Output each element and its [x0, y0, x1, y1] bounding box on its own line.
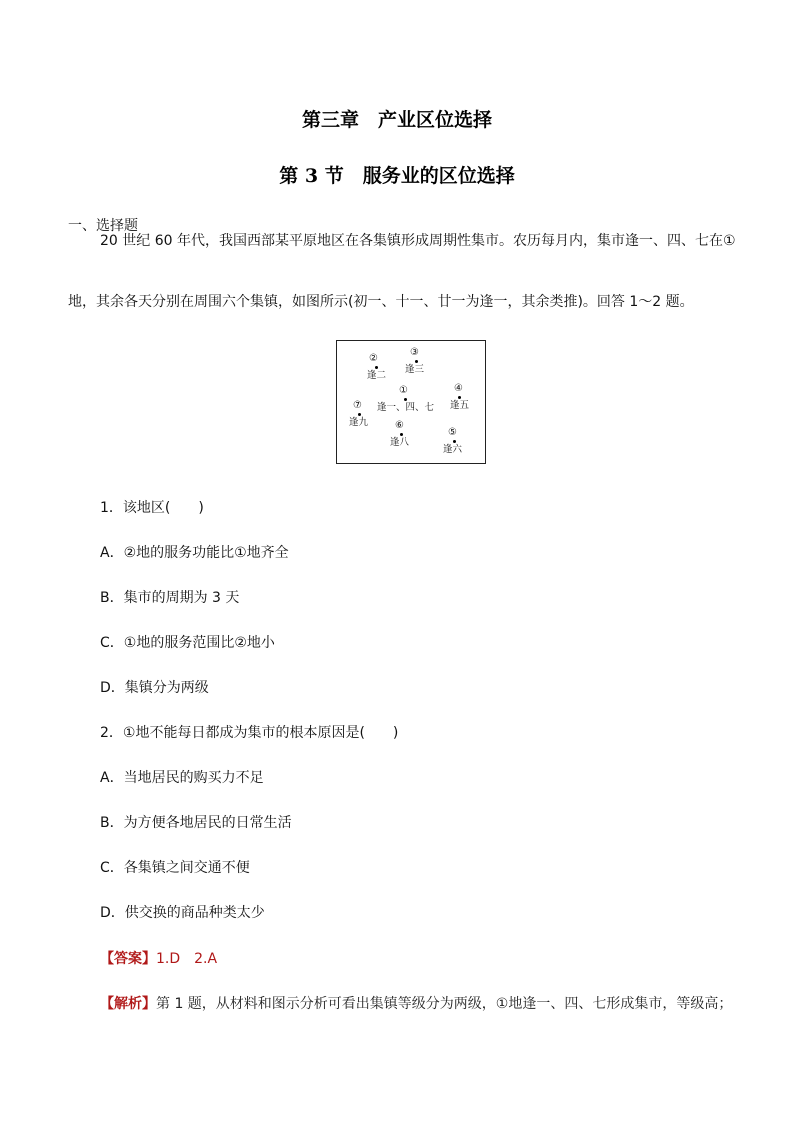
question-2-stem: 2．①地不能每日都成为集市的根本原因是( ): [100, 725, 399, 741]
node-label: 逢五: [450, 400, 470, 411]
section-heading: 一、选择题: [68, 218, 138, 234]
question-1-option-b: B．集市的周期为 3 天: [100, 590, 240, 606]
answer-tag: 【答案】: [100, 951, 156, 967]
node-dot: [404, 398, 407, 401]
node-label: 逢一、四、七: [377, 402, 435, 413]
question-1-option-d: D．集镇分为两级: [100, 680, 209, 696]
section-title: 第 3 节 服务业的区位选择: [279, 165, 515, 187]
question-2-option-b: B．为方便各地居民的日常生活: [100, 815, 292, 831]
node-label: 逢六: [443, 444, 463, 455]
node-number: ⑥: [395, 420, 404, 431]
analysis-tag: 【解析】: [100, 996, 156, 1012]
analysis-line: [100, 993, 732, 1013]
node-dot: [375, 366, 378, 369]
node-label: 逢八: [390, 437, 410, 448]
node-label: 逢三: [405, 364, 425, 375]
question-2-option-d: D．供交换的商品种类太少: [100, 905, 265, 921]
market-towns-figure: [336, 340, 486, 464]
node-label: 逢二: [367, 370, 387, 381]
intro-line-1: 20 世纪 60 年代，我国西部某平原地区在各集镇形成周期性集市。农历每月内，集市逢一、四、七在①: [100, 233, 736, 249]
intro-line-2: 地，其余各天分别在周围六个集镇，如图所示(初一、十一、廿一为逢一，其余类推)。回答 1～2 题。: [68, 294, 694, 310]
answer-text: 1.D 2.A: [156, 951, 218, 967]
node-number: ④: [454, 383, 463, 394]
node-dot: [415, 360, 418, 363]
node-number: ①: [399, 385, 408, 396]
chapter-title: 第三章 产业区位选择: [301, 109, 492, 131]
node-dot: [400, 433, 403, 436]
question-1-option-c: C．①地的服务范围比②地小: [100, 635, 275, 651]
node-label: 逢九: [349, 417, 369, 428]
answer-line: [100, 948, 217, 968]
node-dot: [453, 440, 456, 443]
analysis-text: 第 1 题，从材料和图示分析可看出集镇等级分为两级，①地逢一、四、七形成集市，等级高；: [156, 996, 733, 1012]
node-dot: [358, 413, 361, 416]
question-1-stem: 1．该地区( ): [100, 500, 204, 516]
node-dot: [458, 396, 461, 399]
question-2-option-a: A．当地居民的购买力不足: [100, 770, 264, 786]
node-number: ⑦: [353, 400, 362, 411]
question-2-option-c: C．各集镇之间交通不便: [100, 860, 250, 876]
node-number: ②: [369, 353, 378, 364]
question-1-option-a: A．②地的服务功能比①地齐全: [100, 545, 289, 561]
node-number: ③: [410, 347, 419, 358]
node-number: ⑤: [448, 427, 457, 438]
